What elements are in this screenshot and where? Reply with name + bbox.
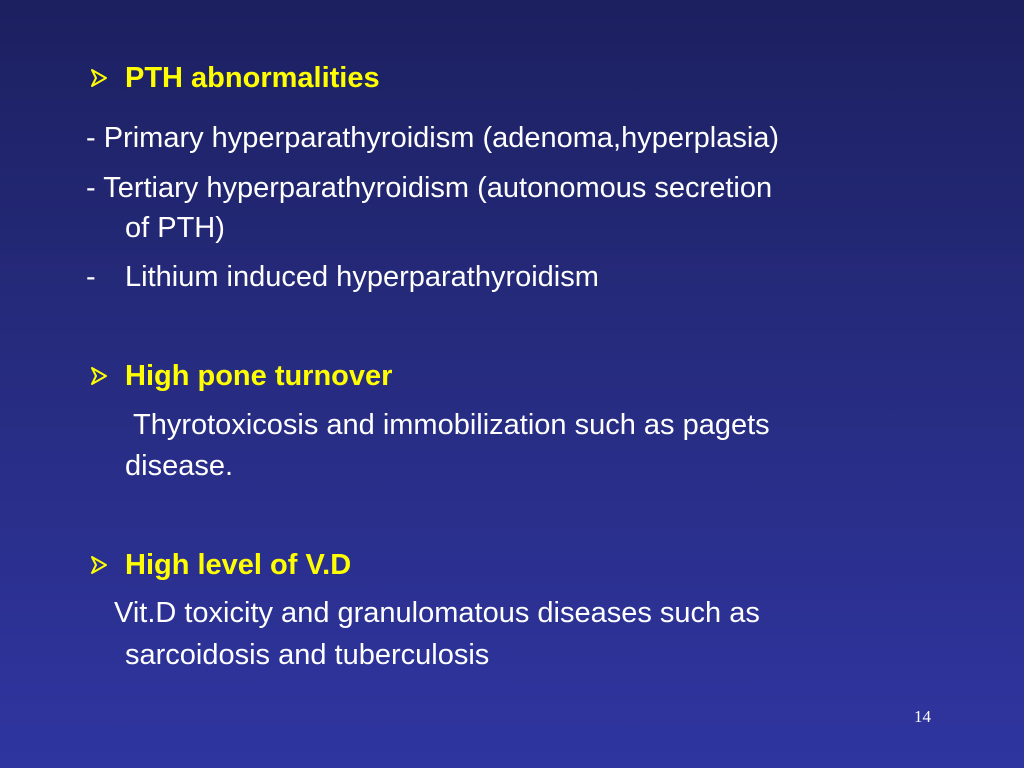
list-item: - Tertiary hyperparathyroidism (autonomous secretion	[86, 172, 773, 204]
body-text-continuation: sarcoidosis and tuberculosis	[125, 639, 490, 671]
section-heading-bone-turnover: High pone turnover	[125, 360, 393, 392]
list-item-continuation: of PTH)	[125, 212, 225, 244]
body-text-continuation: disease.	[125, 450, 234, 482]
arrow-right-icon	[90, 555, 108, 575]
body-text: Vit.D toxicity and granulomatous diseases such as	[114, 597, 760, 629]
section-heading-pth: PTH abnormalities	[125, 62, 380, 94]
list-item: Lithium induced hyperparathyroidism	[125, 261, 599, 293]
section-heading-vitamin-d: High level of V.D	[125, 549, 352, 581]
arrow-right-icon	[90, 68, 108, 88]
body-text: Thyrotoxicosis and immobilization such as pagets	[133, 409, 770, 441]
arrow-right-icon	[90, 366, 108, 386]
list-item-dash: -	[86, 261, 96, 293]
page-number: 14	[914, 707, 931, 726]
list-item: - Primary hyperparathyroidism (adenoma,hyperplasia)	[86, 122, 780, 154]
